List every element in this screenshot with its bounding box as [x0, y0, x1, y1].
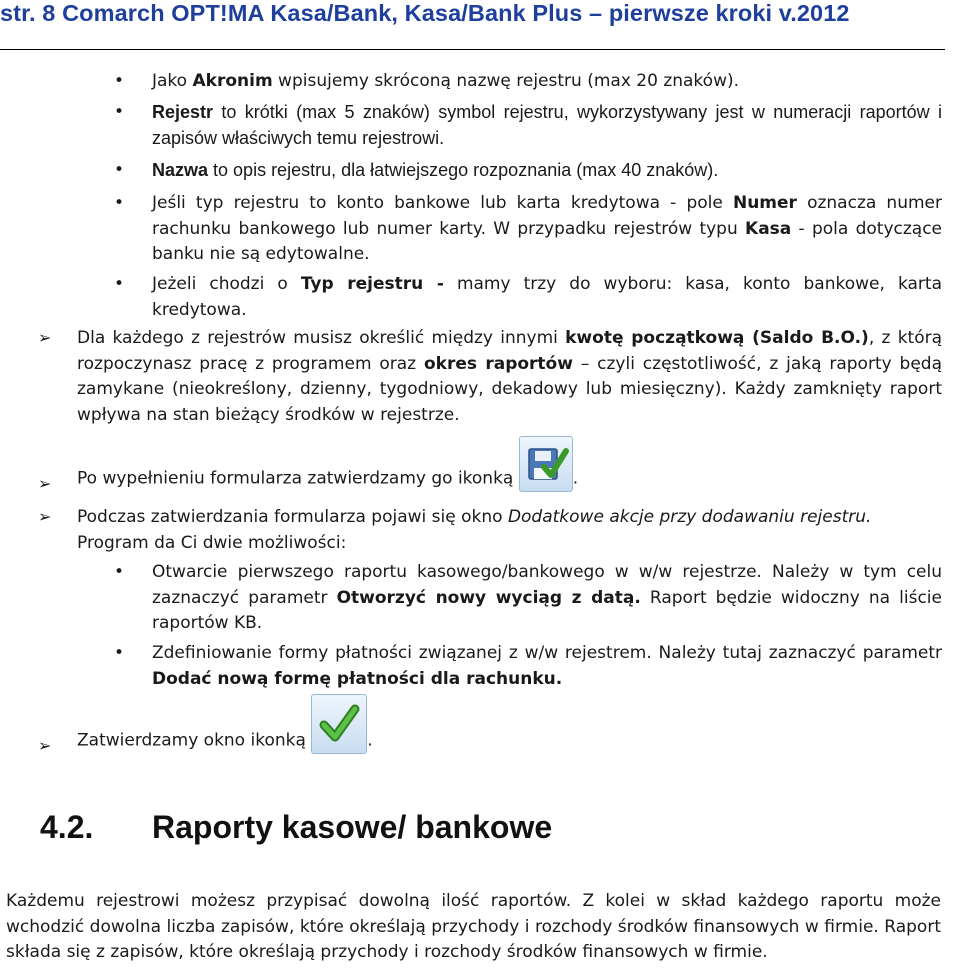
bold-term: okres raportów	[423, 353, 573, 374]
dialog-name: Dodatkowe akcje przy dodawaniu rejestru.	[507, 507, 872, 527]
arrow-item-line2: Program da Ci dwie możliwości:	[77, 532, 347, 553]
bullet-icon	[114, 560, 124, 586]
list-item	[152, 560, 942, 637]
section-heading	[40, 808, 552, 846]
bullet-icon	[114, 191, 124, 217]
bullet-icon	[114, 158, 124, 184]
bullet-icon	[114, 100, 124, 126]
arrow-item-text: Po wypełnieniu formularza zatwierdzamy go ikonką	[77, 468, 519, 489]
list-item	[152, 641, 942, 692]
arrow-bullet-icon: ➢	[38, 328, 52, 347]
save-check-icon	[519, 436, 573, 492]
check-icon	[311, 694, 367, 754]
bold-term: Kasa	[745, 218, 792, 239]
list-item	[152, 100, 942, 151]
list-item-text: Zdefiniowanie formy płatności związanej z w/w rejestrem. Należy tutaj zaznaczyć parametr Dodać nową formę płatności dla rachunku.	[152, 643, 942, 689]
list-item-text: Jeżeli chodzi o Typ rejestru - mamy trzy do wyboru: kasa, konto bankowe, karta kredytowa.	[152, 274, 942, 320]
bold-term: Numer	[732, 193, 797, 213]
list-item-text: Nazwa to opis rejestru, dla łatwiejszego rozpoznania (max 40 znaków).	[152, 160, 719, 180]
arrow-item-text: Podczas zatwierdzania formularza pojawi się okno	[77, 507, 508, 527]
list-item-text: Jeśli typ rejestru to konto bankowe lub karta kredytowa - pole Numer oznacza numer rachunku bankowego lub numer karty. W przypadku rejestrów typu Kasa - pola dotyczące banku nie są edytowalne.	[152, 193, 942, 264]
list-item-text: Rejestr to krótki (max 5 znaków) symbol rejestru, wykorzystywany jest w numeracji raportów i zapisów właściwych temu rejestrowi.	[152, 102, 942, 148]
arrow-item	[38, 326, 943, 428]
arrow-item	[38, 694, 942, 755]
arrow-bullet-icon: ➢	[38, 507, 52, 526]
arrow-item-end: .	[367, 730, 373, 751]
arrow-item-text: Zatwierdzamy okno ikonką	[77, 730, 312, 751]
body-paragraph: Każdemu rejestrowi możesz przypisać dowolną ilość raportów. Z kolei w skład każdego raportu może wchodzić dowolna liczba zapisów, które określają przychody i rozchody środków finansowych w firmie. Raport składa się z zapisów, które określają przychody i rozchody środków finansowych w firmie.	[6, 891, 941, 962]
arrow-item-text: Dla każdego z rejestrów musisz określić między innymi kwotę początkową (Saldo B.O.), z którą rozpoczynasz pracę z programem oraz okres raportów – czyli częstotliwość, z jaką raporty będą zamykane (nieokreślony, dzienny, tygodniowy, dekadowy lub miesięczny). Każdy zamknięty raport wpływa na stan bieżący środków w rejestrze.	[77, 328, 943, 425]
bold-term: Nazwa	[152, 160, 209, 180]
bold-term: Rejestr	[152, 102, 214, 122]
arrow-bullet-icon: ➢	[38, 736, 52, 755]
bullet-icon	[114, 272, 124, 298]
arrow-item	[38, 505, 942, 556]
bold-term: kwotę początkową (Saldo B.O.)	[565, 328, 869, 348]
list-item	[152, 191, 942, 268]
header-rule	[0, 49, 945, 50]
arrow-item	[38, 436, 942, 493]
bold-term: Typ rejestru -	[300, 274, 444, 294]
arrow-item-end: .	[572, 468, 579, 489]
bold-term: Otworzyć nowy wyciąg z datą.	[336, 587, 641, 608]
bullet-icon	[114, 641, 124, 667]
page-header: str. 8 Comarch OPT!MA Kasa/Bank, Kasa/Bank Plus – pierwsze kroki v.2012	[0, 0, 850, 26]
list-item	[152, 69, 942, 95]
list-item-text: Otwarcie pierwszego raportu kasowego/bankowego w w/w rejestrze. Należy w tym celu zaznaczyć parametr Otworzyć nowy wyciąg z datą. Raport będzie widoczny na liście raportów KB.	[152, 562, 942, 633]
list-item	[152, 272, 942, 323]
arrow-bullet-icon: ➢	[38, 474, 52, 493]
bold-term: Dodać nową formę płatności dla rachunku.	[152, 668, 563, 689]
bullet-icon	[114, 69, 124, 95]
section-number: 4.2.	[40, 809, 94, 845]
bold-term: Akronim	[192, 71, 273, 91]
list-item	[152, 158, 942, 184]
list-item-text: Jako Akronim wpisujemy skróconą nazwę rejestru (max 20 znaków).	[152, 71, 740, 91]
section-title: Raporty kasowe/ bankowe	[152, 809, 553, 845]
